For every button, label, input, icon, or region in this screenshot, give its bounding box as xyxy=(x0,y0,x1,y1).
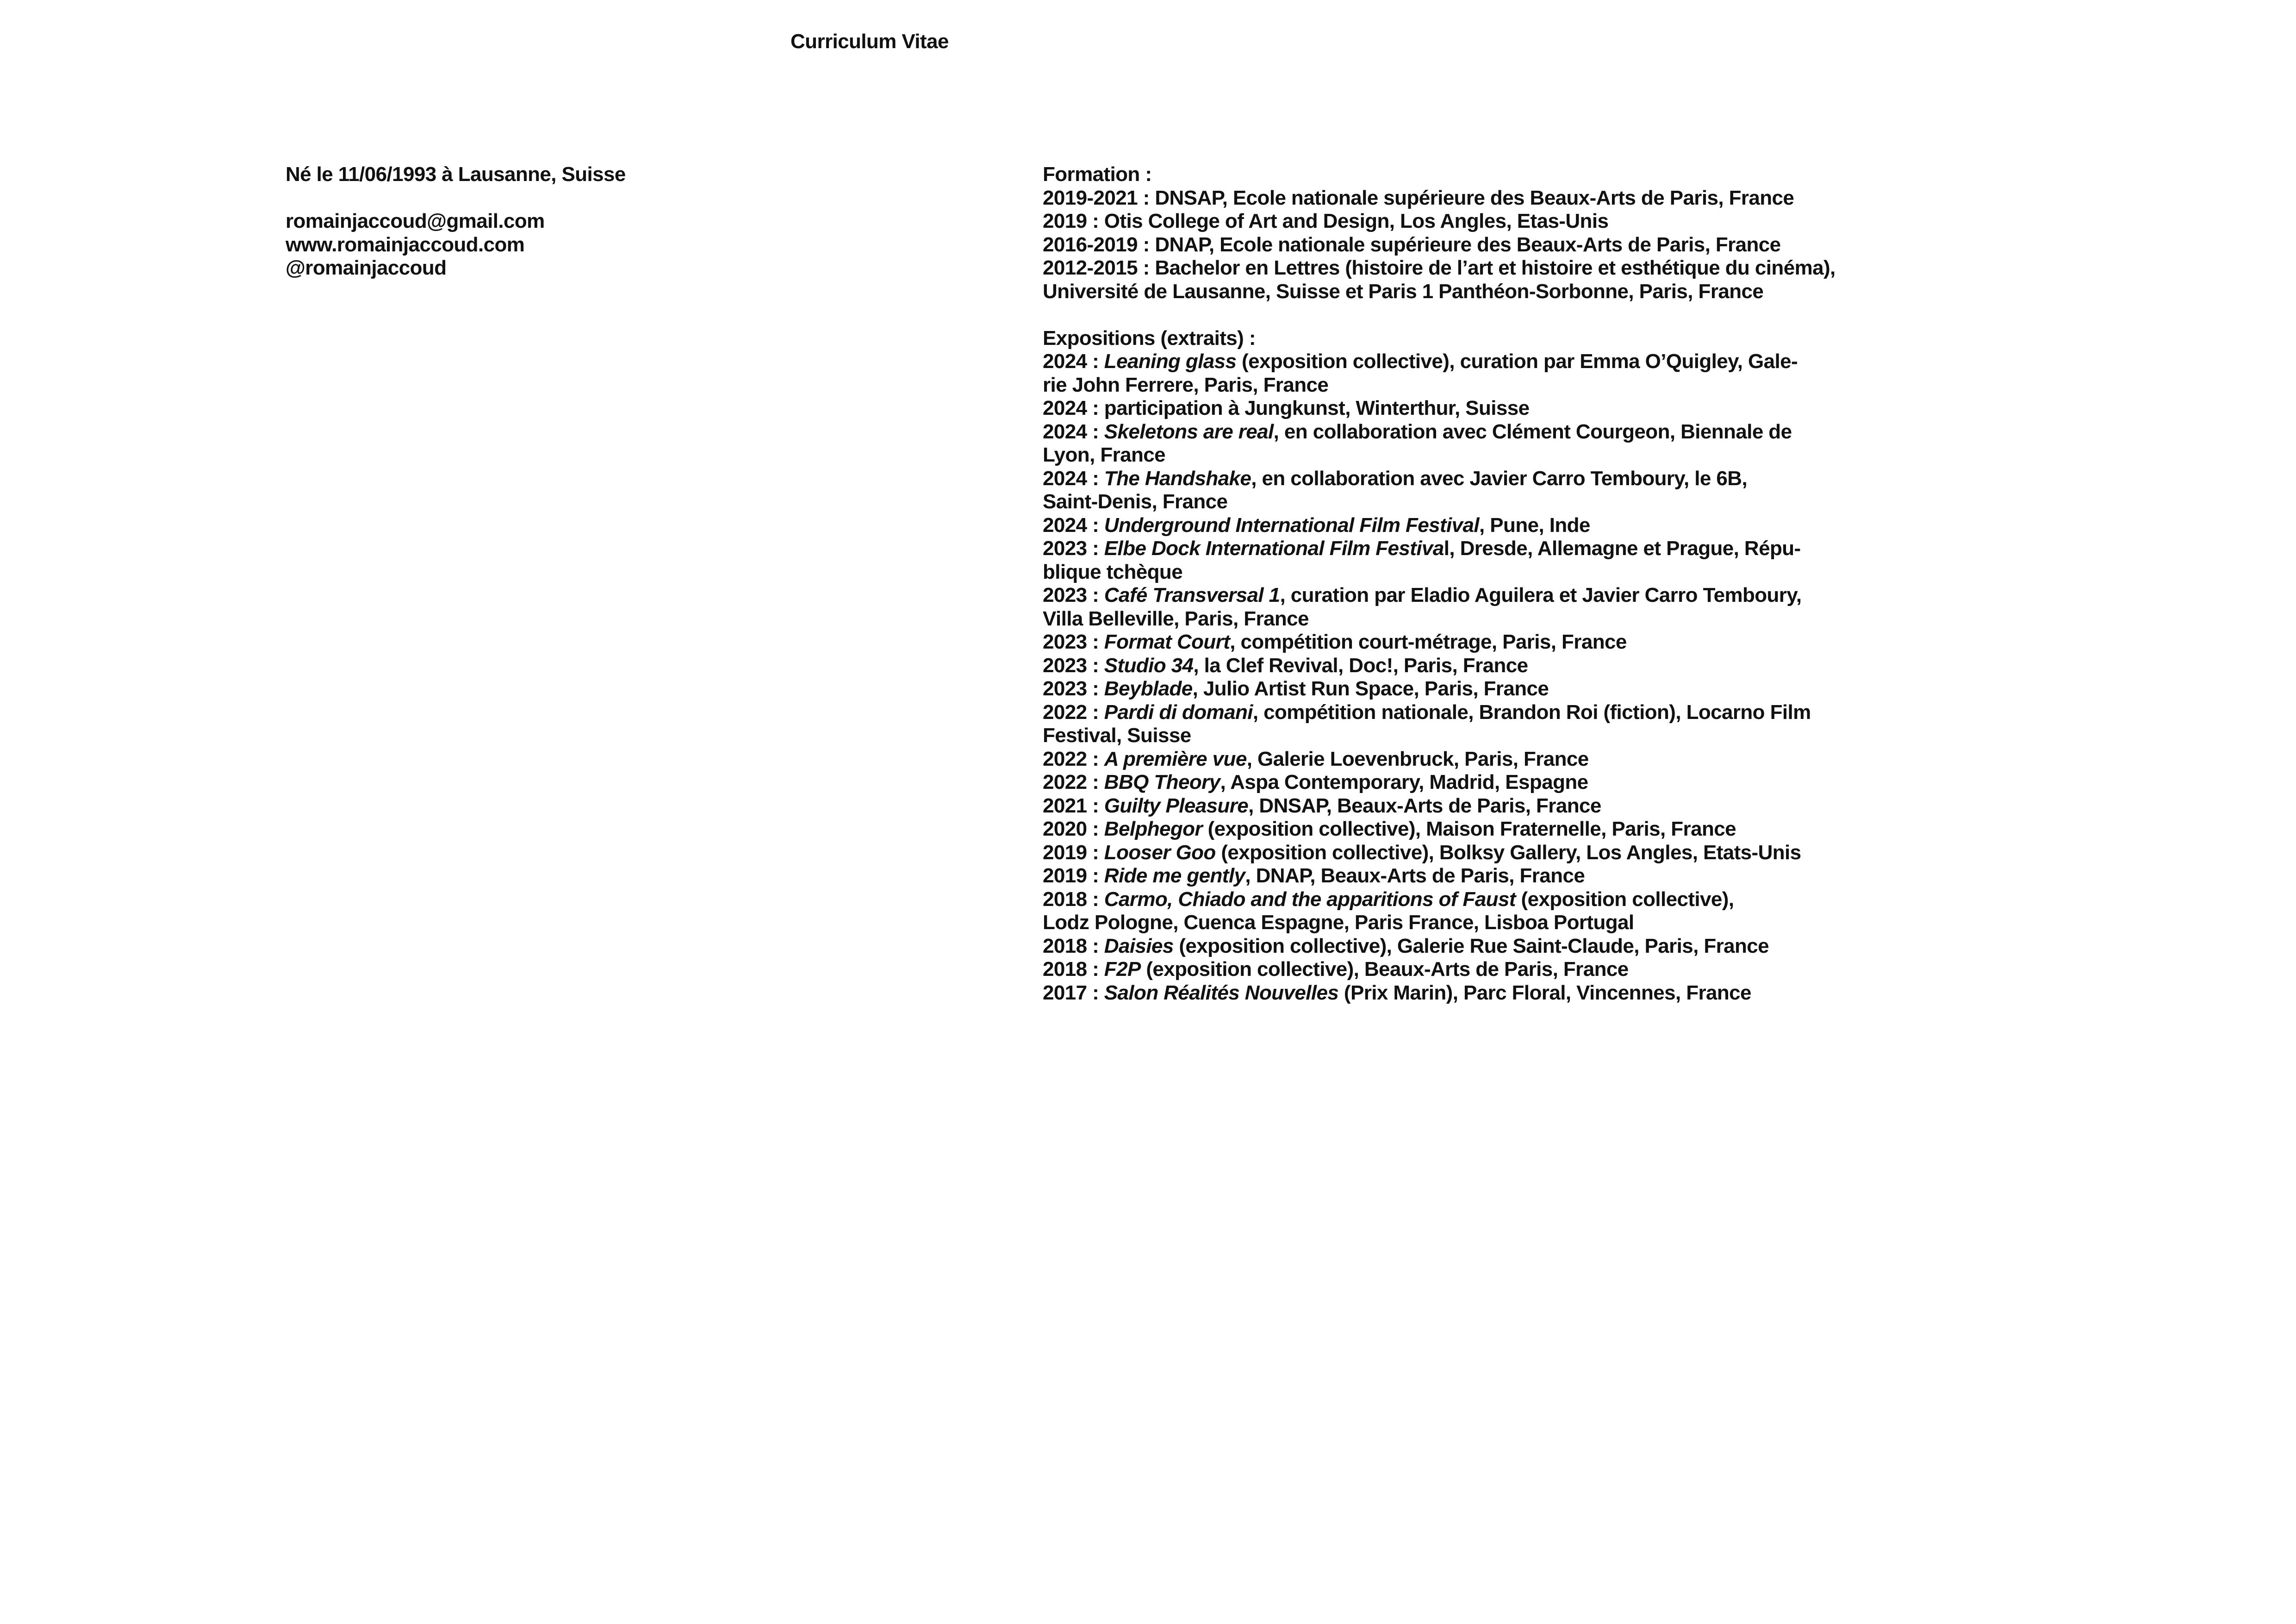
exposition-year: 2021 : xyxy=(1043,794,1104,817)
exposition-year: 2024 : xyxy=(1043,513,1104,537)
exposition-item xyxy=(1043,935,1806,958)
exposition-details: , la Clef Revival, Doc!, Paris, France xyxy=(1193,654,1528,677)
birth-info: Né le 11/06/1993 à Lausanne, Suisse xyxy=(286,163,626,186)
exposition-title: Daisies xyxy=(1104,934,1174,957)
exposition-item xyxy=(1043,350,1806,397)
exposition-item xyxy=(1043,700,1811,748)
exposition-item-line xyxy=(1043,654,1806,678)
exposition-details: , compétition nationale, Brandon Roi (fiction), Locarno Film xyxy=(1252,700,1811,724)
exposition-item-line xyxy=(1043,467,1806,491)
exposition-year: 2018 : xyxy=(1043,887,1104,911)
exposition-year: 2022 : xyxy=(1043,747,1104,770)
exposition-year: 2022 : xyxy=(1043,771,1104,793)
formation-heading: Formation : xyxy=(1043,163,1152,186)
exposition-item-line xyxy=(1043,350,1806,374)
exposition-year: 2023 : xyxy=(1043,677,1104,700)
exposition-details: (Prix Marin), Parc Floral, Vincennes, France xyxy=(1338,981,1751,1004)
exposition-item xyxy=(1043,631,1806,654)
exposition-item xyxy=(1043,771,1806,794)
formation-item-text: 2019-2021 : DNSAP, Ecole nationale supérieure des Beaux-Arts de Paris, France xyxy=(1043,186,1794,209)
exposition-title: A première vue xyxy=(1104,747,1247,770)
formation-item-text-continued: Université de Lausanne, Suisse et Paris 1 Panthéon-Sorbonne, Paris, France xyxy=(1043,280,1764,303)
exposition-item-line xyxy=(1043,958,1806,981)
exposition-details: , Aspa Contemporary, Madrid, Espagne xyxy=(1220,771,1588,793)
exposition-item xyxy=(1043,467,1806,514)
spacer xyxy=(1043,303,1806,327)
exposition-item-line xyxy=(1043,841,1806,865)
exposition-item xyxy=(1043,981,1806,1005)
exposition-details: (exposition collective), curation par Emma O’Quigley, Gale- xyxy=(1236,350,1798,373)
exposition-details-continued: Saint-Denis, France xyxy=(1043,490,1228,513)
formation-list xyxy=(1043,186,1836,304)
exposition-title: Leaning glass xyxy=(1104,350,1237,373)
exposition-details: l, Dresde, Allemagne et Prague, Répu- xyxy=(1444,537,1801,560)
exposition-title: Elbe Dock International Film Festiva xyxy=(1104,537,1444,560)
exposition-details: , Julio Artist Run Space, Paris, France xyxy=(1192,677,1549,700)
exposition-details: , Pune, Inde xyxy=(1479,513,1590,537)
exposition-item xyxy=(1043,420,1806,467)
exposition-item xyxy=(1043,958,1806,981)
exposition-year: 2024 : xyxy=(1043,350,1104,373)
exposition-details-continued: Lodz Pologne, Cuenca Espagne, Paris France, Lisboa Portugal xyxy=(1043,911,1634,934)
exposition-year: 2024 : xyxy=(1043,467,1104,490)
exposition-title: Ride me gently xyxy=(1104,864,1245,887)
exposition-details: (exposition collective), xyxy=(1515,887,1734,911)
expositions-heading: Expositions (extraits) : xyxy=(1043,326,1256,350)
exposition-title: The Handshake xyxy=(1104,467,1251,490)
exposition-item xyxy=(1043,397,1806,420)
exposition-details: (exposition collective), Bolksy Gallery, Los Angles, Etats-Unis xyxy=(1215,841,1801,864)
exposition-title: Studio 34 xyxy=(1104,654,1194,677)
cv-main-column xyxy=(1043,163,1836,1005)
exposition-title: BBQ Theory xyxy=(1104,771,1220,793)
exposition-year: 2023 : xyxy=(1043,631,1104,653)
exposition-details-continued: Festival, Suisse xyxy=(1043,724,1191,747)
exposition-item-line xyxy=(1043,748,1806,771)
exposition-details-continued: blique tchèque xyxy=(1043,560,1183,583)
exposition-details-continued: Lyon, France xyxy=(1043,443,1166,466)
exposition-details: , en collaboration avec Javier Carro Temboury, le 6B, xyxy=(1251,467,1748,490)
exposition-year: 2018 : xyxy=(1043,958,1104,981)
contact-column xyxy=(286,163,980,280)
exposition-title: Café Transversal 1 xyxy=(1104,584,1280,606)
exposition-item-line xyxy=(1043,420,1806,444)
exposition-item-line xyxy=(1043,514,1806,537)
exposition-item-line xyxy=(1043,794,1806,818)
exposition-item xyxy=(1043,864,1806,888)
exposition-item-line xyxy=(1043,631,1806,654)
exposition-details: (exposition collective), Maison Fraternelle, Paris, France xyxy=(1202,818,1736,840)
exposition-title: Skeletons are real xyxy=(1104,420,1274,443)
exposition-year: 2023 : xyxy=(1043,584,1104,606)
exposition-year: 2019 : xyxy=(1043,864,1104,887)
exposition-item xyxy=(1043,818,1806,841)
exposition-item-line xyxy=(1043,397,1806,420)
exposition-item xyxy=(1043,794,1806,818)
exposition-year: 2020 : xyxy=(1043,818,1104,840)
exposition-item-line xyxy=(1043,935,1806,958)
exposition-item xyxy=(1043,514,1806,537)
exposition-details-continued: rie John Ferrere, Paris, France xyxy=(1043,373,1329,396)
exposition-title: F2P xyxy=(1104,958,1141,981)
website-link[interactable]: www.romainjaccoud.com xyxy=(286,233,525,256)
exposition-year: 2023 : xyxy=(1043,654,1104,677)
exposition-item-line xyxy=(1043,888,1806,912)
exposition-year: 2022 : xyxy=(1043,700,1104,724)
exposition-details: (exposition collective), Galerie Rue Saint-Claude, Paris, France xyxy=(1173,934,1769,957)
expositions-list xyxy=(1043,350,1811,1005)
exposition-item xyxy=(1043,537,1806,584)
exposition-item-line xyxy=(1043,864,1806,888)
exposition-item-line xyxy=(1043,700,1811,725)
exposition-item xyxy=(1043,677,1806,701)
exposition-title: Pardi di domani xyxy=(1104,700,1253,724)
exposition-title: Salon Réalités Nouvelles xyxy=(1104,981,1339,1004)
exposition-year: 2018 : xyxy=(1043,934,1104,957)
exposition-title: Belphegor xyxy=(1104,818,1202,840)
exposition-title: Beyblade xyxy=(1104,677,1193,700)
page-title: Curriculum Vitae xyxy=(790,30,949,53)
exposition-details: , en collaboration avec Clément Courgeon, Biennale de xyxy=(1273,420,1792,443)
exposition-title: Carmo, Chiado and the apparitions of Faust xyxy=(1104,887,1516,911)
exposition-details: participation à Jungkunst, Winterthur, Suisse xyxy=(1104,397,1530,419)
exposition-details: , compétition court-métrage, Paris, France xyxy=(1230,631,1627,653)
formation-item xyxy=(1043,210,1806,233)
exposition-details: (exposition collective), Beaux-Arts de Paris, France xyxy=(1140,958,1629,981)
exposition-details: , DNSAP, Beaux-Arts de Paris, France xyxy=(1248,794,1601,817)
exposition-item-line xyxy=(1043,537,1806,561)
exposition-item-line xyxy=(1043,677,1806,701)
exposition-details-continued: Villa Belleville, Paris, France xyxy=(1043,607,1309,630)
exposition-title: Underground International Film Festival xyxy=(1104,513,1480,537)
exposition-year: 2019 : xyxy=(1043,841,1104,864)
exposition-item-line xyxy=(1043,584,1806,607)
exposition-details: , DNAP, Beaux-Arts de Paris, France xyxy=(1245,864,1585,887)
exposition-item xyxy=(1043,584,1806,631)
formation-item xyxy=(1043,256,1836,303)
formation-item-text: 2012-2015 : Bachelor en Lettres (histoire de l’art et histoire et esthétique du cinéma), xyxy=(1043,256,1836,279)
exposition-year: 2023 : xyxy=(1043,537,1104,560)
exposition-item xyxy=(1043,748,1806,771)
formation-item-text: 2016-2019 : DNAP, Ecole nationale supérieure des Beaux-Arts de Paris, France xyxy=(1043,233,1781,256)
exposition-title: Format Court xyxy=(1104,631,1230,653)
formation-item-text: 2019 : Otis College of Art and Design, Los Angles, Etas-Unis xyxy=(1043,210,1609,232)
formation-item xyxy=(1043,233,1806,257)
spacer xyxy=(286,187,980,210)
exposition-item-line xyxy=(1043,818,1806,841)
exposition-item xyxy=(1043,888,1806,935)
exposition-item xyxy=(1043,654,1806,678)
exposition-year: 2024 : xyxy=(1043,397,1104,419)
email-link[interactable]: romainjaccoud@gmail.com xyxy=(286,210,545,232)
formation-section xyxy=(1043,163,1836,303)
exposition-item xyxy=(1043,841,1806,865)
expositions-section xyxy=(1043,326,1811,1005)
formation-item xyxy=(1043,187,1806,210)
exposition-title: Looser Goo xyxy=(1104,841,1216,864)
exposition-item-line xyxy=(1043,981,1806,1005)
exposition-year: 2024 : xyxy=(1043,420,1104,443)
exposition-title: Guilty Pleasure xyxy=(1104,794,1249,817)
exposition-details: , curation par Eladio Aguilera et Javier Carro Temboury, xyxy=(1280,584,1802,606)
social-handle[interactable]: @romainjaccoud xyxy=(286,256,447,279)
exposition-item-line xyxy=(1043,771,1806,794)
exposition-year: 2017 : xyxy=(1043,981,1104,1004)
exposition-details: , Galerie Loevenbruck, Paris, France xyxy=(1246,747,1589,770)
